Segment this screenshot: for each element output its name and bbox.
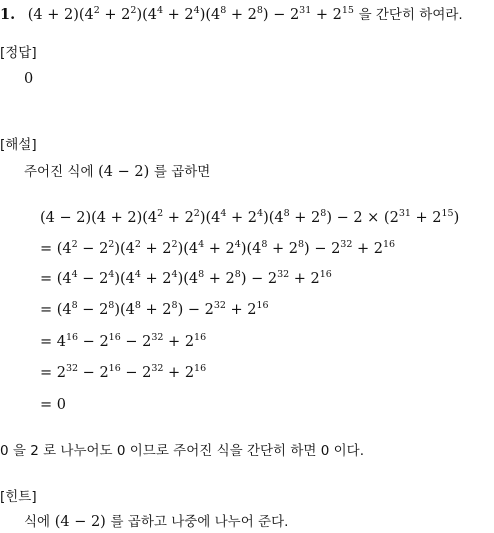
hint-text: [24, 513, 288, 531]
explanation-intro-math: (4 − 2): [98, 164, 150, 180]
derivation-step: = $(4^8 - 2^8)(4^8 + 2^8) - 2^{32} + 2^{16}$: [40, 300, 269, 318]
derivation-step: = 0: [40, 397, 66, 413]
problem-instruction: 을 간단히 하여라.: [358, 7, 463, 23]
explanation-intro-suffix: 를 곱하면: [153, 164, 211, 180]
derivation-step: = $(4^4 - 2^4)(4^4 + 2^4)(4^8 + 2^8) - 2^{32} + 2^{16}$: [40, 269, 332, 287]
hint-math: (4 − 2): [54, 514, 106, 530]
derivation-step: $(4 - 2)(4 + 2)(4^2 + 2^2)(4^4 + 2^4)(4^8 + 2^8) - 2 \times (2^{31} + 2^{15})$: [40, 208, 460, 226]
problem-expression: $(4 + 2)(4^2 + 2^2)(4^4 + 2^4)(4^8 + 2^8) - 2^{31} + 2^{15}$: [27, 5, 354, 23]
hint-prefix: 식에: [24, 514, 51, 530]
explanation-header: [해설]: [0, 137, 37, 153]
answer-value: 0: [24, 71, 34, 87]
problem-statement: [0, 6, 463, 24]
derivation-step: = $4^{16} - 2^{16} - 2^{32} + 2^{16}$: [40, 332, 207, 350]
hint-header: [힌트]: [0, 489, 37, 505]
derivation-step: = $(4^2 - 2^2)(4^2 + 2^2)(4^4 + 2^4)(4^8 + 2^8) - 2^{32} + 2^{16}$: [40, 239, 396, 257]
explanation-conclusion: 0 을 2 로 나누어도 0 이므로 주어진 식을 간단히 하면 0 이다.: [0, 443, 365, 459]
derivation-step: = $2^{32} - 2^{16} - 2^{32} + 2^{16}$: [40, 363, 207, 381]
problem-number: 1.: [0, 6, 16, 23]
answer-header: [정답]: [0, 45, 37, 61]
explanation-intro-prefix: 주어진 식에: [24, 164, 94, 180]
hint-suffix: 를 곱하고 나중에 나누어 준다.: [110, 514, 289, 530]
explanation-intro: [24, 163, 210, 181]
